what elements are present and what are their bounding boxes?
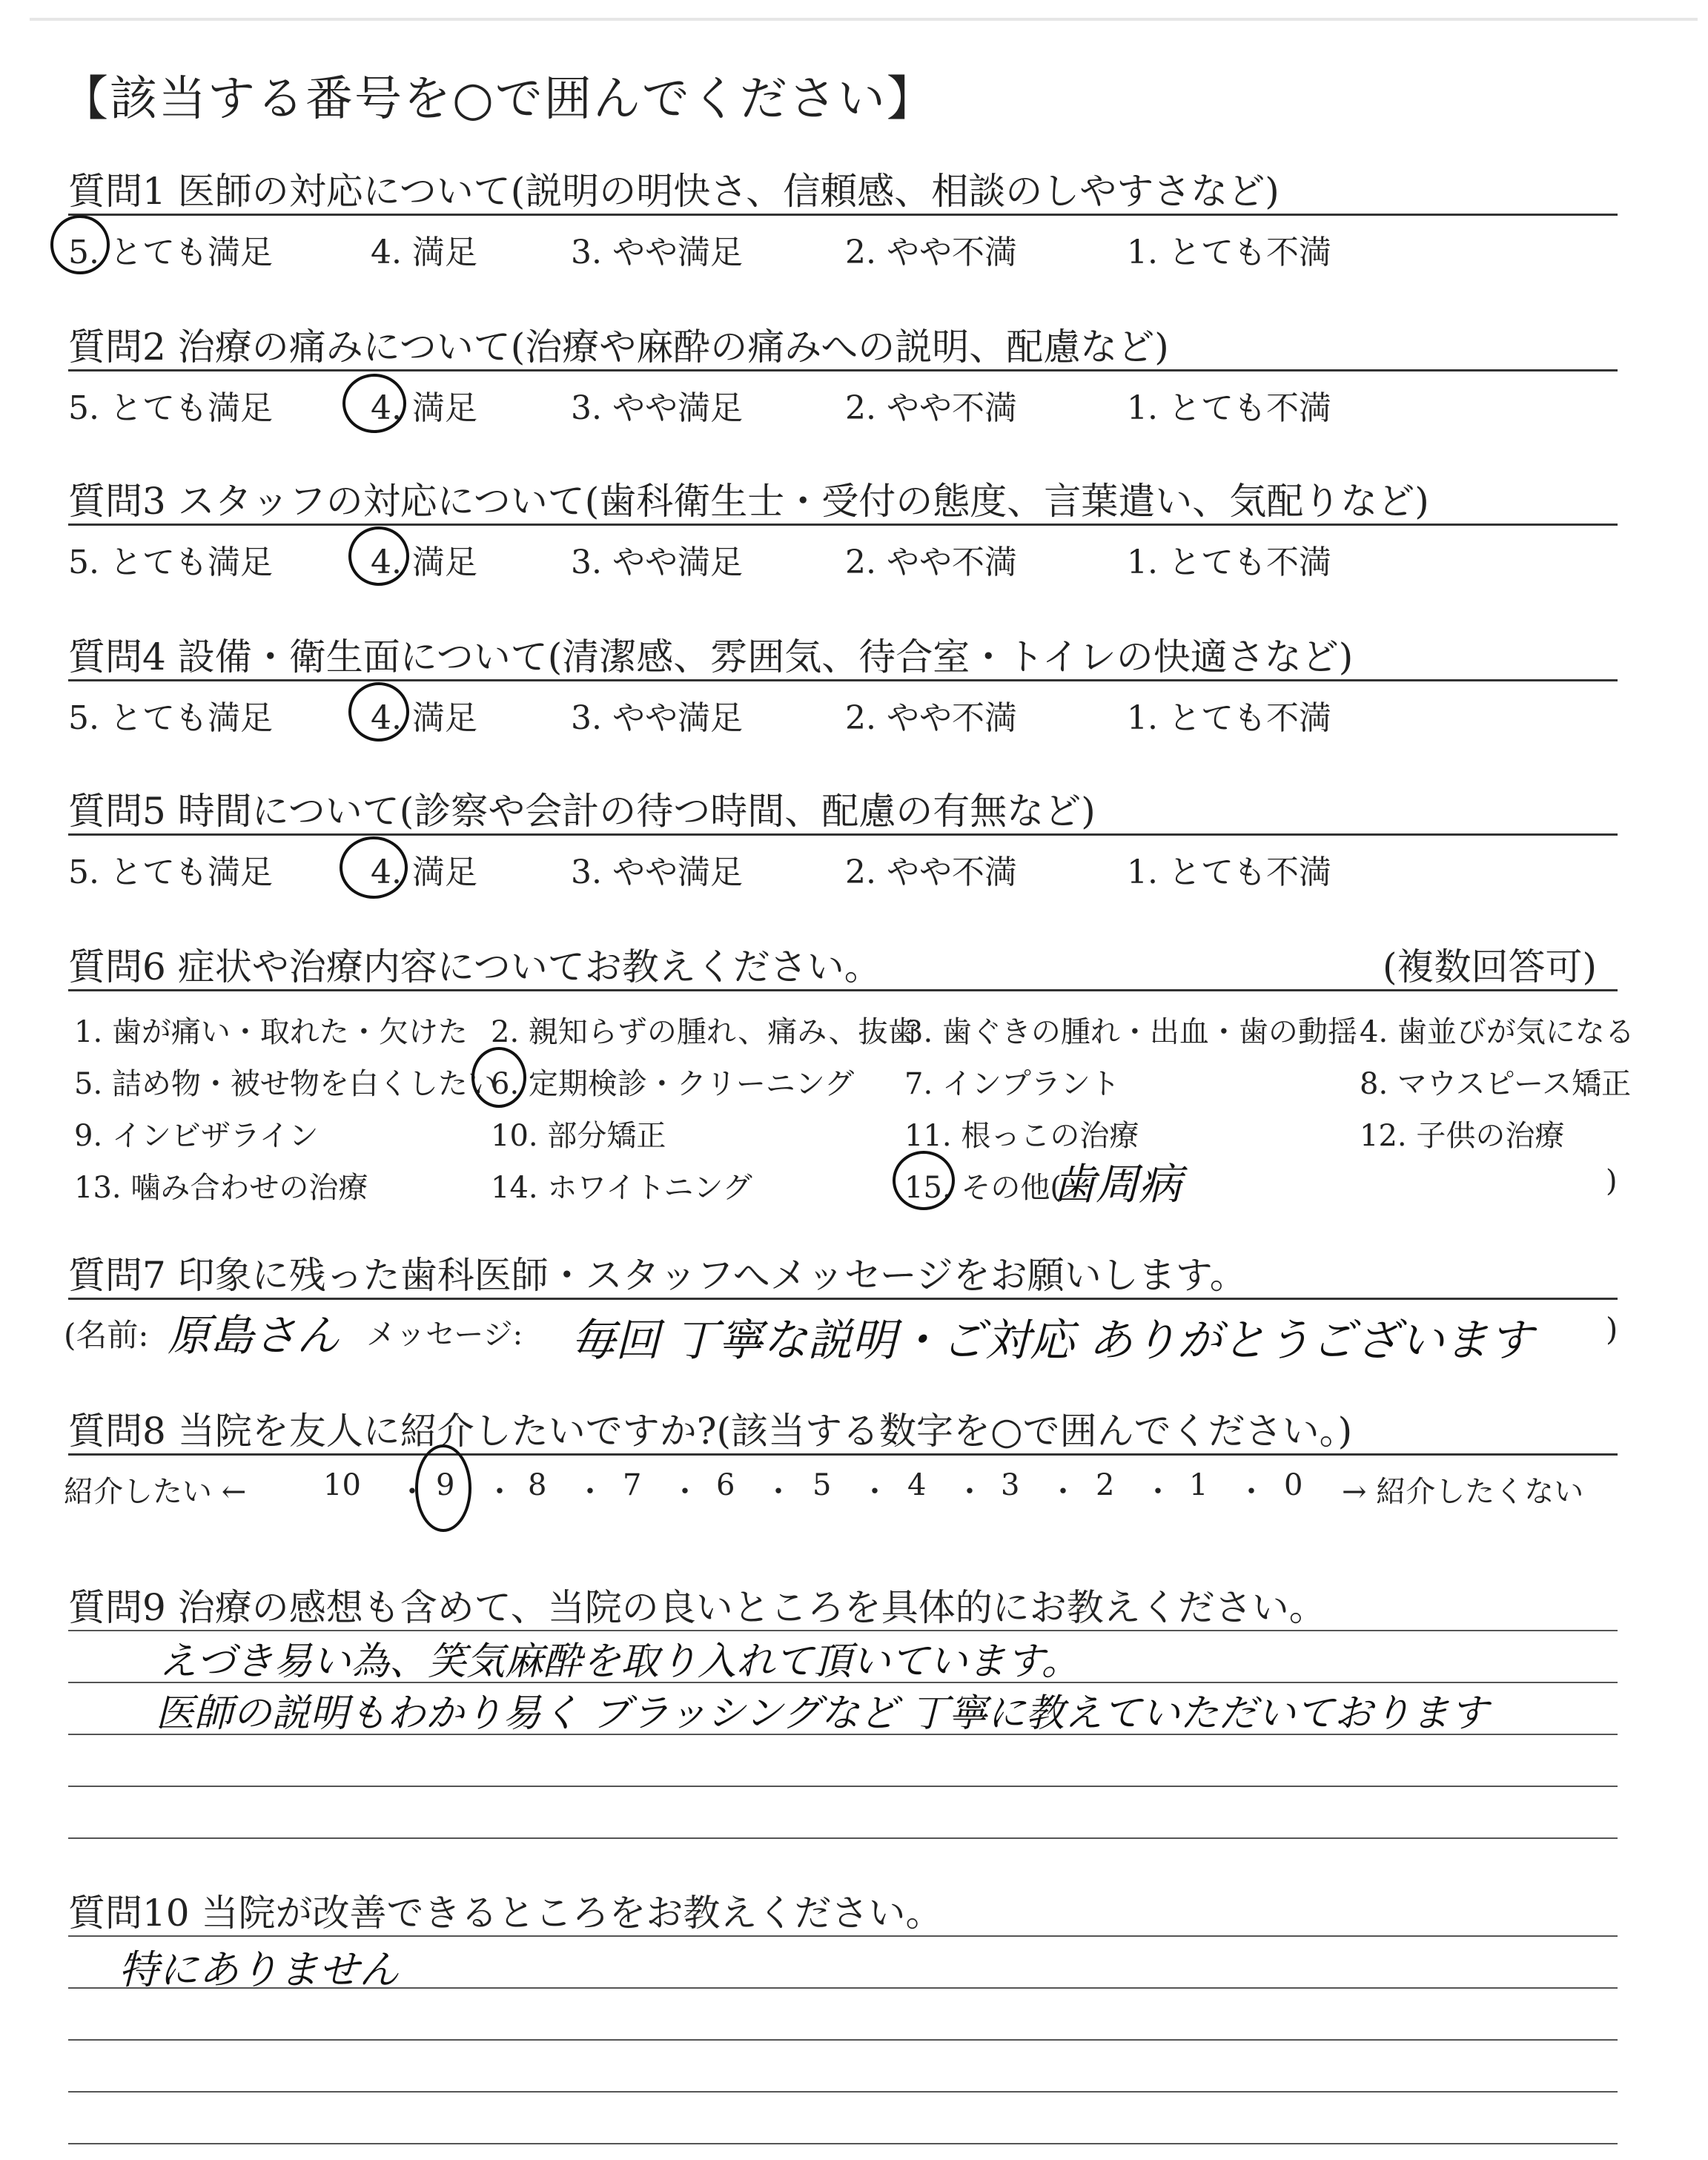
symptom-option-14[interactable]: 14. ホワイトニング (491, 1171, 752, 1205)
question-title: 質問5 時間について(診察や会計の待つ時間、配慮の有無など) (68, 790, 1096, 833)
answer-line (68, 1786, 1618, 1787)
option-4[interactable]: 4. 満足 (371, 234, 477, 271)
option-1[interactable]: 1. とても不満 (1127, 544, 1331, 581)
scale-dot: ・ (1237, 1475, 1266, 1509)
symptom-option-1[interactable]: 1. 歯が痛い・取れた・欠けた (74, 1015, 468, 1049)
question-title: 質問4 設備・衛生面について(清潔感、雰囲気、待合室・トイレの快適さなど) (68, 635, 1354, 678)
option-2[interactable]: 2. やや不満 (845, 853, 1017, 891)
question-title: 質問3 スタッフの対応について(歯科衛生士・受付の態度、言葉遣い、気配りなど) (68, 480, 1429, 523)
answer-line (68, 1935, 1618, 1937)
symptom-option-10[interactable]: 10. 部分矯正 (491, 1119, 666, 1153)
option-2[interactable]: 2. やや不満 (845, 389, 1017, 427)
scan-edge (30, 18, 1698, 21)
scale-dot: ・ (1048, 1475, 1078, 1509)
option-5[interactable]: 5. とても満足 (68, 544, 273, 581)
message-handwritten: 毎回 丁寧な説明・ご対応 ありがとうございます (571, 1315, 1534, 1367)
symptom-option-3[interactable]: 3. 歯ぐきの腫れ・出血・歯の動揺 (904, 1015, 1357, 1049)
option-1[interactable]: 1. とても不満 (1127, 389, 1331, 427)
symptom-option-9[interactable]: 9. インビザライン (74, 1119, 319, 1153)
divider (68, 679, 1618, 681)
divider (68, 369, 1618, 371)
scale-2[interactable]: 2 (1096, 1468, 1115, 1502)
scale-dot: ・ (764, 1475, 793, 1509)
symptom-option-8[interactable]: 8. マウスピース矯正 (1360, 1067, 1632, 1101)
symptom-option-5[interactable]: 5. 詰め物・被せ物を白くしたい (74, 1067, 497, 1101)
answer-line (68, 1837, 1618, 1839)
option-4[interactable]: 4. 満足 (371, 389, 477, 427)
option-3[interactable]: 3. やや満足 (571, 699, 743, 737)
option-3[interactable]: 3. やや満足 (571, 853, 743, 891)
recommend-right-label: → 紹介したくない (1342, 1475, 1584, 1509)
question-title: 質問2 治療の痛みについて(治療や麻酔の痛みへの説明、配慮など) (68, 326, 1169, 369)
symptom-option-4[interactable]: 4. 歯並びが気になる (1360, 1015, 1635, 1049)
scale-dot: ・ (670, 1475, 700, 1509)
option-3[interactable]: 3. やや満足 (571, 234, 743, 271)
scale-dot: ・ (955, 1475, 984, 1509)
symptom-option-15[interactable]: 15. その他( (904, 1171, 1062, 1205)
question-title: 質問1 医師の対応について(説明の明快さ、信頼感、相談のしやすさなど) (68, 170, 1280, 213)
answer-handwritten-line-1: えづき易い為、笑気麻酔を取り入れて頂いています。 (159, 1639, 1080, 1684)
symptom-option-2[interactable]: 2. 親知らずの腫れ、痛み、抜歯 (491, 1015, 918, 1049)
scale-6[interactable]: 6 (716, 1468, 735, 1502)
page-title: 【該当する番号を○で囲んでください】 (61, 72, 936, 127)
option-5[interactable]: 5. とても満足 (68, 853, 273, 891)
scale-8[interactable]: 8 (528, 1468, 547, 1502)
question-title: 質問9 治療の感想も含めて、当院の良いところを具体的にお教えください。 (68, 1586, 1326, 1629)
scale-dot: ・ (860, 1475, 890, 1509)
option-4[interactable]: 4. 満足 (371, 853, 477, 891)
scale-3[interactable]: 3 (1001, 1468, 1020, 1502)
selection-circle (471, 1047, 526, 1108)
scale-dot: ・ (485, 1475, 514, 1509)
message-label: メッセージ: (366, 1318, 523, 1352)
option-1[interactable]: 1. とても不満 (1127, 699, 1331, 737)
question-title: 質問7 印象に残った歯科医師・スタッフへメッセージをお願いします。 (68, 1254, 1247, 1297)
scale-9[interactable]: 9 (436, 1468, 455, 1502)
option-3[interactable]: 3. やや満足 (571, 389, 743, 427)
scale-10[interactable]: 10 (323, 1468, 361, 1502)
option-1[interactable]: 1. とても不満 (1127, 234, 1331, 271)
divider (68, 989, 1618, 991)
name-handwritten: 原島さん (168, 1310, 340, 1361)
option-5[interactable]: 5. とても満足 (68, 389, 273, 427)
symptom-option-12[interactable]: 12. 子供の治療 (1360, 1119, 1565, 1153)
option-5[interactable]: 5. とても満足 (68, 234, 273, 271)
message-close-paren: ) (1606, 1311, 1618, 1347)
selection-circle (342, 374, 406, 433)
option-4[interactable]: 4. 満足 (371, 544, 477, 581)
multiple-answers-note: (複数回答可) (1382, 945, 1597, 988)
option-4[interactable]: 4. 満足 (371, 699, 477, 737)
selection-circle (50, 215, 110, 274)
recommend-left-label: 紹介したい ← (64, 1475, 247, 1509)
other-handwritten-text: 歯周病 (1053, 1159, 1182, 1209)
option-2[interactable]: 2. やや不満 (845, 699, 1017, 737)
selection-circle (415, 1444, 471, 1532)
scale-0[interactable]: 0 (1284, 1468, 1303, 1502)
symptom-option-13[interactable]: 13. 噛み合わせの治療 (74, 1171, 368, 1205)
divider (68, 833, 1618, 836)
option-2[interactable]: 2. やや不満 (845, 234, 1017, 271)
question-title: 質問10 当院が改善できるところをお教えください。 (68, 1892, 943, 1935)
scale-dot: ・ (575, 1475, 605, 1509)
scale-dot: ・ (397, 1475, 427, 1509)
option-1[interactable]: 1. とても不満 (1127, 853, 1331, 891)
answer-handwritten-line-1: 特にありません (119, 1946, 399, 1993)
answer-handwritten-line-2: 医師の説明もわかり易く ブラッシングなど 丁寧に教えていただいております (156, 1691, 1489, 1736)
question-title: 質問8 当院を友人に紹介したいですか?(該当する数字を○で囲んでください。) (68, 1410, 1353, 1453)
divider (68, 1453, 1618, 1456)
scale-dot: ・ (1143, 1475, 1173, 1509)
selection-circle (348, 526, 409, 586)
scale-1[interactable]: 1 (1189, 1468, 1208, 1502)
scale-5[interactable]: 5 (812, 1468, 832, 1502)
option-3[interactable]: 3. やや満足 (571, 544, 743, 581)
scale-7[interactable]: 7 (623, 1468, 642, 1502)
name-label: (名前: (64, 1317, 149, 1353)
answer-line (68, 2143, 1618, 2144)
divider (68, 524, 1618, 526)
answer-line (68, 2039, 1618, 2041)
scale-4[interactable]: 4 (907, 1468, 927, 1502)
option-5[interactable]: 5. とても満足 (68, 699, 273, 737)
symptom-option-7[interactable]: 7. インプラント (904, 1067, 1120, 1101)
answer-line (68, 2091, 1618, 2093)
symptom-option-6[interactable]: 6. 定期検診・クリーニング (491, 1067, 855, 1101)
selection-circle (893, 1151, 955, 1210)
selection-circle (340, 836, 408, 899)
symptom-option-11[interactable]: 11. 根っこの治療 (904, 1119, 1139, 1153)
divider (68, 1298, 1618, 1300)
divider (68, 214, 1618, 216)
selection-circle (348, 682, 409, 742)
option-2[interactable]: 2. やや不満 (845, 544, 1017, 581)
other-close-paren: ) (1606, 1164, 1618, 1198)
question-title: 質問6 症状や治療内容についてお教えください。 (68, 945, 881, 988)
